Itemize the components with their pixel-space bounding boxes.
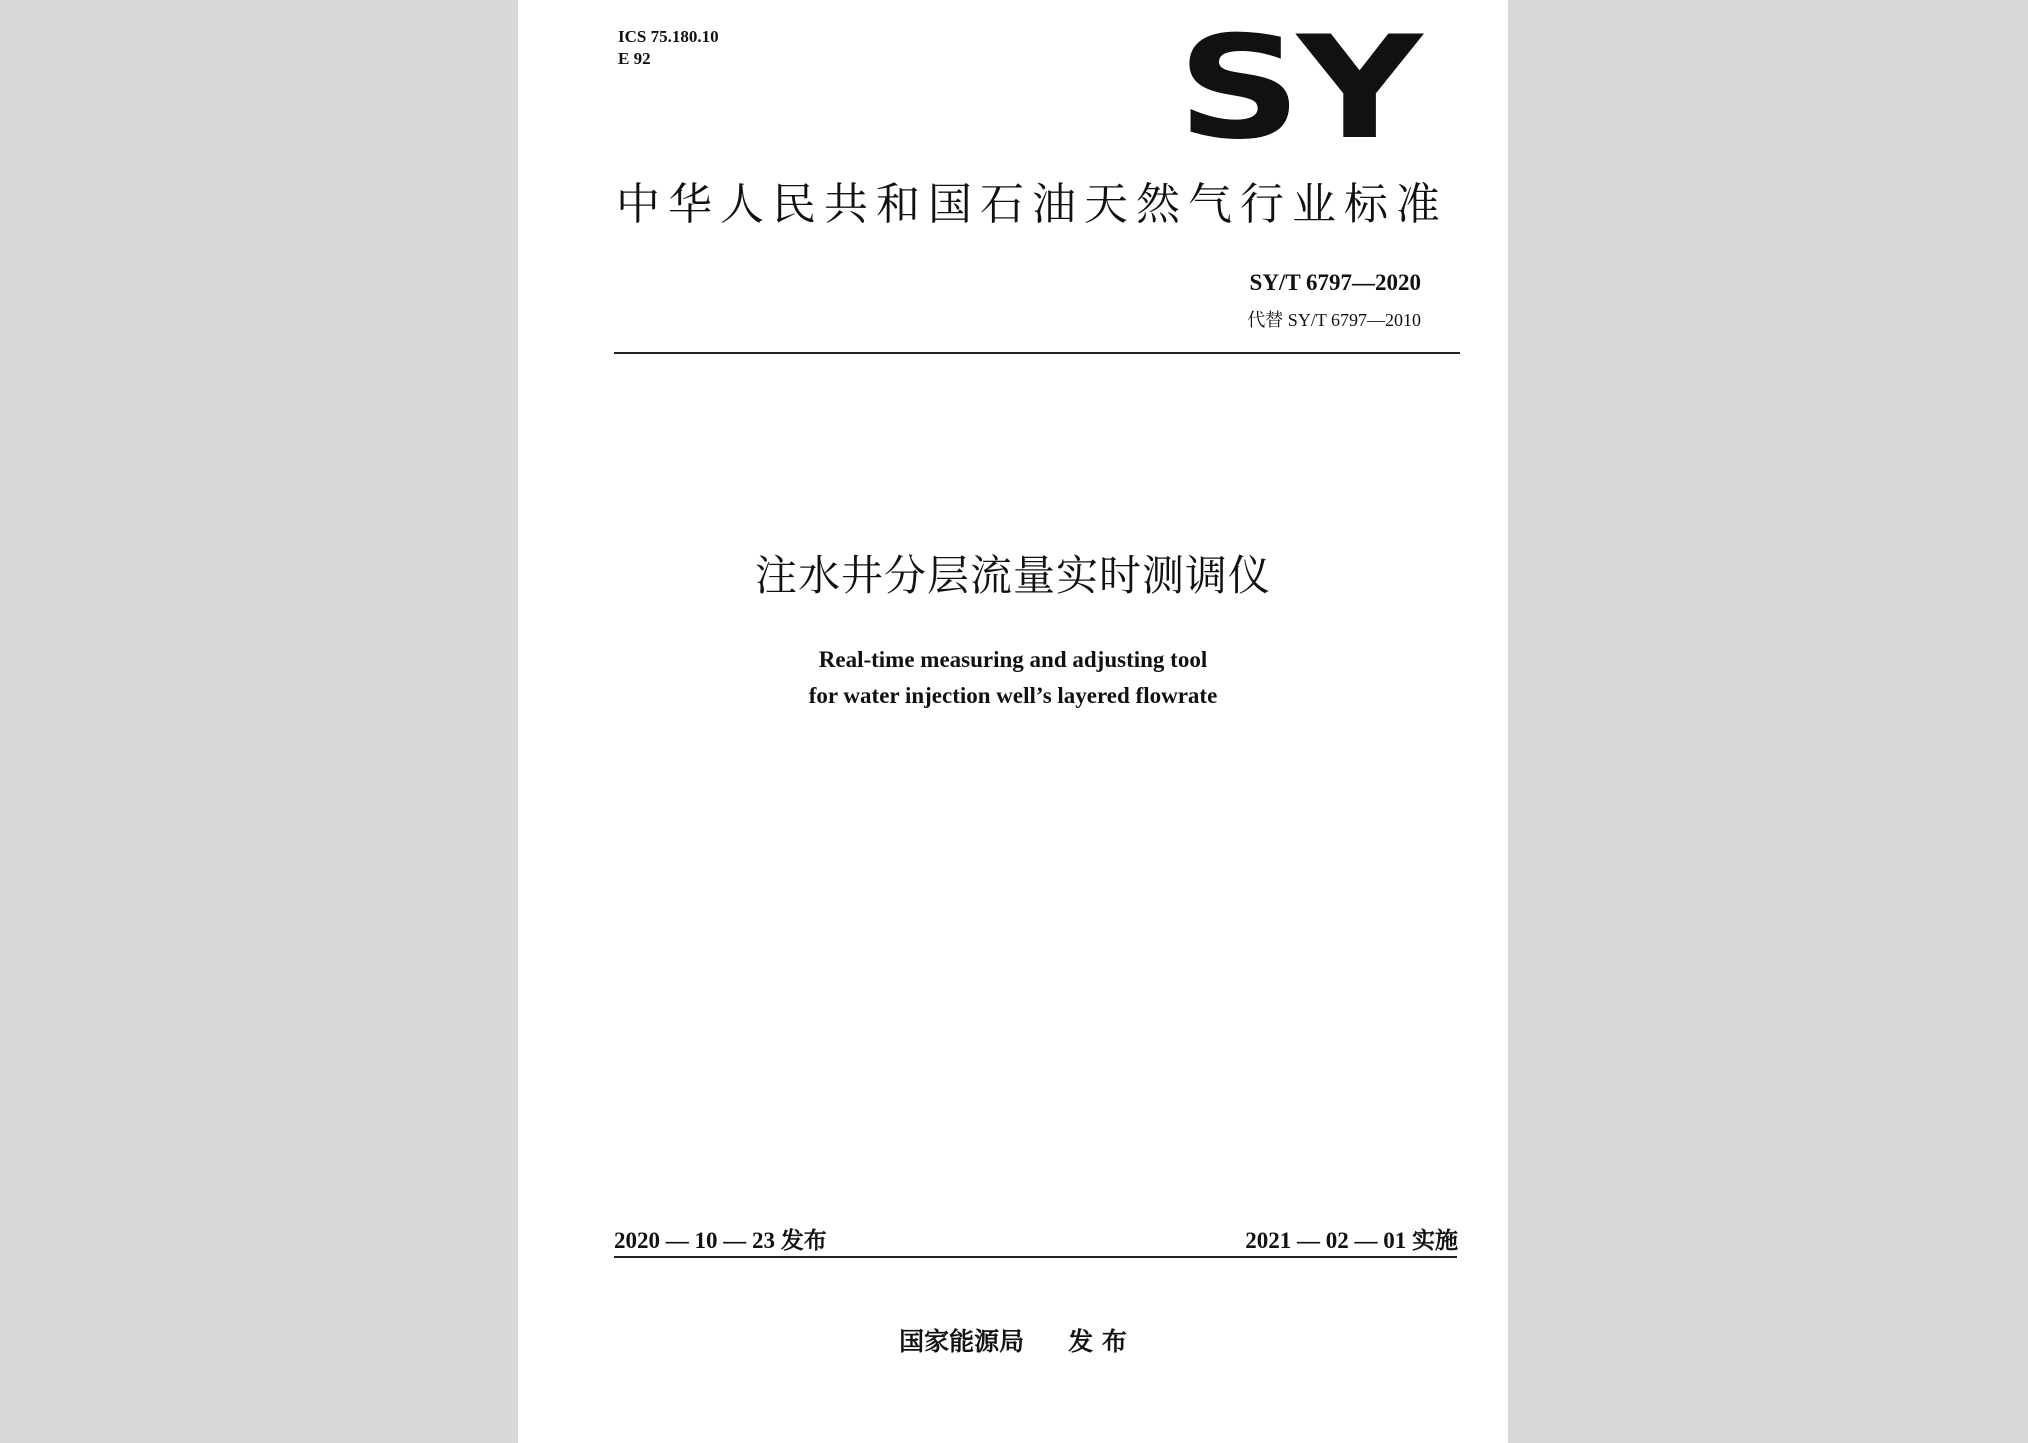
ccs-code: E 92: [618, 49, 651, 68]
publisher-line: [518, 1322, 1508, 1358]
replaces-standard: 代替 SY/T 6797—2010: [1247, 310, 1421, 330]
ics-code: ICS 75.180.10: [618, 27, 719, 46]
bottom-divider: [614, 1256, 1457, 1258]
standard-code: SY/T 6797—2020: [1249, 270, 1421, 295]
publisher-org: 国家能源局: [899, 1327, 1025, 1356]
document-page: [518, 0, 1508, 1443]
issue-date: 2020 — 10 — 23 发布: [614, 1228, 827, 1253]
implementation-date: 2021 — 02 — 01 实施: [1245, 1228, 1458, 1253]
sy-logo: SY: [1177, 6, 1418, 171]
title-english-line-2: for water injection well’s layered flowrate: [808, 683, 1218, 708]
title-english-line-1: Real-time measuring and adjusting tool: [818, 647, 1208, 672]
classification-block: [618, 26, 719, 70]
publisher-action: 发 布: [1068, 1327, 1127, 1356]
title-chinese: 注水井分层流量实时测调仪: [754, 551, 1271, 600]
industry-standard-title: 中华人民共和国石油天然气行业标准: [616, 179, 1448, 230]
top-divider: [614, 352, 1460, 354]
